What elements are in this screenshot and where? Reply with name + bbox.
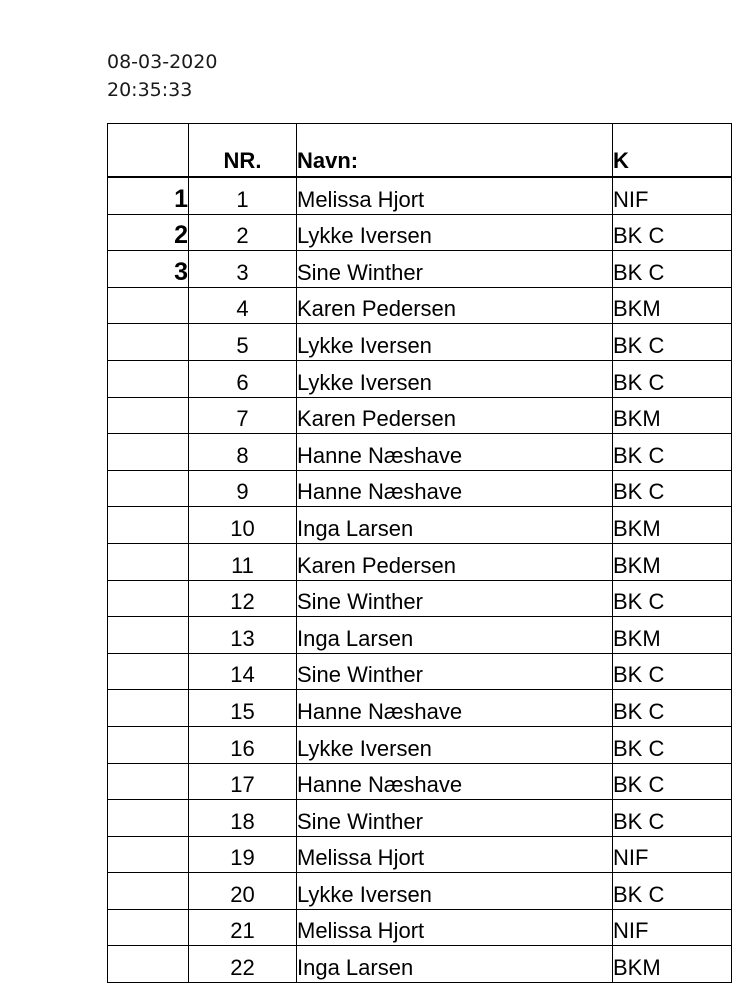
name-cell: Melissa Hjort (297, 836, 613, 873)
name-cell: Lykke Iversen (297, 214, 613, 251)
table-row (108, 873, 732, 910)
name-cell: Hanne Næshave (297, 690, 613, 727)
number-cell: 18 (189, 800, 297, 837)
results-body (108, 177, 732, 983)
table-row (108, 360, 732, 397)
number-cell: 21 (189, 909, 297, 946)
name-cell: Sine Winther (297, 580, 613, 617)
results-table (107, 123, 732, 983)
table-row (108, 946, 732, 983)
print-date: 08-03-2020 (107, 51, 218, 73)
number-cell: 19 (189, 836, 297, 873)
place-cell: 1 (108, 177, 189, 214)
place-cell: 3 (108, 251, 189, 288)
name-cell: Sine Winther (297, 800, 613, 837)
name-cell: Inga Larsen (297, 507, 613, 544)
place-cell (108, 946, 189, 983)
name-cell: Lykke Iversen (297, 360, 613, 397)
club-cell: BK C (613, 653, 732, 690)
table-row (108, 214, 732, 251)
table-row (108, 470, 732, 507)
number-cell: 5 (189, 324, 297, 361)
table-row (108, 909, 732, 946)
name-cell: Sine Winther (297, 251, 613, 288)
table-row (108, 763, 732, 800)
table-row (108, 434, 732, 471)
club-cell: BK C (613, 360, 732, 397)
table-header-row (108, 124, 732, 178)
club-cell: BK C (613, 214, 732, 251)
club-cell: BK C (613, 324, 732, 361)
place-cell (108, 909, 189, 946)
number-cell: 16 (189, 726, 297, 763)
place-cell (108, 287, 189, 324)
number-cell: 22 (189, 946, 297, 983)
number-cell: 12 (189, 580, 297, 617)
club-cell: BK C (613, 800, 732, 837)
name-cell: Hanne Næshave (297, 470, 613, 507)
place-cell (108, 653, 189, 690)
club-cell: BK C (613, 690, 732, 727)
table-row (108, 690, 732, 727)
table-row (108, 836, 732, 873)
club-cell: BK C (613, 580, 732, 617)
number-cell: 14 (189, 653, 297, 690)
club-cell: BKM (613, 397, 732, 434)
name-cell: Lykke Iversen (297, 324, 613, 361)
place-cell (108, 397, 189, 434)
name-cell: Karen Pedersen (297, 287, 613, 324)
table-row (108, 726, 732, 763)
place-cell (108, 800, 189, 837)
club-cell: BKM (613, 507, 732, 544)
number-cell: 3 (189, 251, 297, 288)
number-cell: 20 (189, 873, 297, 910)
place-cell (108, 836, 189, 873)
number-cell: 11 (189, 543, 297, 580)
table-row (108, 507, 732, 544)
number-cell: 13 (189, 617, 297, 654)
club-cell: BK C (613, 726, 732, 763)
place-cell (108, 507, 189, 544)
number-cell: 9 (189, 470, 297, 507)
name-cell: Melissa Hjort (297, 909, 613, 946)
name-cell: Lykke Iversen (297, 873, 613, 910)
name-cell: Hanne Næshave (297, 763, 613, 800)
place-cell (108, 763, 189, 800)
table-row (108, 543, 732, 580)
place-cell (108, 324, 189, 361)
name-cell: Karen Pedersen (297, 397, 613, 434)
header-name: Navn: (297, 124, 613, 178)
table-row (108, 397, 732, 434)
table-row (108, 177, 732, 214)
name-cell: Lykke Iversen (297, 726, 613, 763)
place-cell (108, 617, 189, 654)
name-cell: Inga Larsen (297, 946, 613, 983)
place-cell (108, 690, 189, 727)
table-row (108, 617, 732, 654)
header-nr: NR. (189, 124, 297, 178)
name-cell: Karen Pedersen (297, 543, 613, 580)
place-cell (108, 873, 189, 910)
number-cell: 2 (189, 214, 297, 251)
club-cell: BKM (613, 946, 732, 983)
number-cell: 15 (189, 690, 297, 727)
club-cell: BK C (613, 470, 732, 507)
club-cell: BKM (613, 543, 732, 580)
name-cell: Melissa Hjort (297, 177, 613, 214)
name-cell: Sine Winther (297, 653, 613, 690)
club-cell: NIF (613, 909, 732, 946)
club-cell: BK C (613, 434, 732, 471)
table-row (108, 324, 732, 361)
number-cell: 7 (189, 397, 297, 434)
table-row (108, 800, 732, 837)
table-row (108, 287, 732, 324)
name-cell: Hanne Næshave (297, 434, 613, 471)
header-place (108, 124, 189, 178)
print-time: 20:35:33 (107, 79, 193, 101)
club-cell: NIF (613, 177, 732, 214)
place-cell (108, 434, 189, 471)
place-cell: 2 (108, 214, 189, 251)
club-cell: BK C (613, 873, 732, 910)
table-row (108, 653, 732, 690)
place-cell (108, 580, 189, 617)
club-cell: BKM (613, 617, 732, 654)
place-cell (108, 726, 189, 763)
table-row (108, 580, 732, 617)
place-cell (108, 360, 189, 397)
club-cell: BKM (613, 287, 732, 324)
table-row (108, 251, 732, 288)
number-cell: 4 (189, 287, 297, 324)
name-cell: Inga Larsen (297, 617, 613, 654)
place-cell (108, 470, 189, 507)
number-cell: 8 (189, 434, 297, 471)
club-cell: BK C (613, 251, 732, 288)
number-cell: 17 (189, 763, 297, 800)
number-cell: 10 (189, 507, 297, 544)
club-cell: BK C (613, 763, 732, 800)
number-cell: 1 (189, 177, 297, 214)
place-cell (108, 543, 189, 580)
club-cell: NIF (613, 836, 732, 873)
number-cell: 6 (189, 360, 297, 397)
header-club: K (613, 124, 732, 178)
